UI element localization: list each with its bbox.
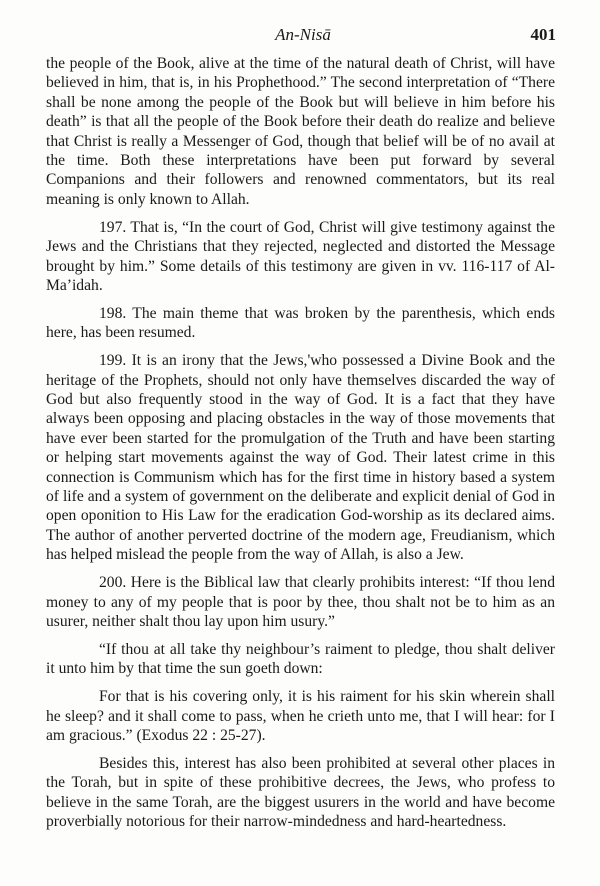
paragraph-besides: Besides this, interest has also been prohibited at several other places in the Torah, but in spite of these prohibitive decrees, the Jews, who profess to believe in the same Torah, are the biggest usurers in the world and have become proverbially notorious for their narrow-mindedness and hard-heartedness. — [46, 754, 555, 831]
note-200: 200. Here is the Biblical law that clearly prohibits interest: “If thou lend money to any of my people that is poor by thee, thou shalt not be to him as an usurer, neither shalt thou lay upon him usury.” — [46, 574, 555, 630]
page-body — [46, 54, 555, 840]
paragraph-continued: the people of the Book, alive at the time of the natural death of Christ, will have believed in him, that is, in his Prophethood.” The second interpretation of “There shall be none among the people of the Book but will believe in him before his death” is that all the people of the Book before their death do realize and believe that Christ is really a Messenger of God, though that belief will be of no avail at the time. Both these interpretations have been put forward by several Companions and their followers and renowned commentators, but its real meaning is only known to Allah. — [46, 55, 555, 208]
note-199: 199. It is an irony that the Jews,'who possessed a Divine Book and the heritage of the Prophets, should not only have themselves discarded the way of God but also frequently stood in the way of God. It is a fact that they have always been opposing and placing obstacles in the way of those movements that have ever been started for the promulgation of the Truth and have been starting or helping start movements against the way of God. Their latest crime in this connection is Communism which has for the first time in history based a system of life and a system of government on the deliberate and explicit denial of God in open oponition to His Law for the eradication God-worship as its declared aims. The author of another perverted doctrine of the modern age, Freudianism, which has helped mislead the people from the way of Allah, is also a Jew. — [46, 352, 555, 564]
quote-raiment: “If thou at all take thy neighbour’s raiment to pledge, thou shalt deliver it unto him by that time the sun goeth down: — [46, 640, 555, 678]
note-197: 197. That is, “In the court of God, Christ will give testimony against the Jews and the Christians that they rejected, neglected and distorted the Message brought by him.” Some details of this testimony are given in vv. 116-117 of Al-Ma’idah. — [46, 218, 555, 294]
page-number: 401 — [530, 25, 556, 44]
note-198: 198. The main theme that was broken by the parenthesis, which ends here, has been resumed. — [46, 304, 555, 342]
running-header-title: An-Nisā — [275, 25, 331, 44]
quote-covering: For that is his covering only, it is his raiment for his skin wherein shall he sleep? and it shall come to pass, when he crieth unto me, that I will hear: for I am gracious.” (Exodus 22 : 25-27). — [46, 688, 555, 744]
